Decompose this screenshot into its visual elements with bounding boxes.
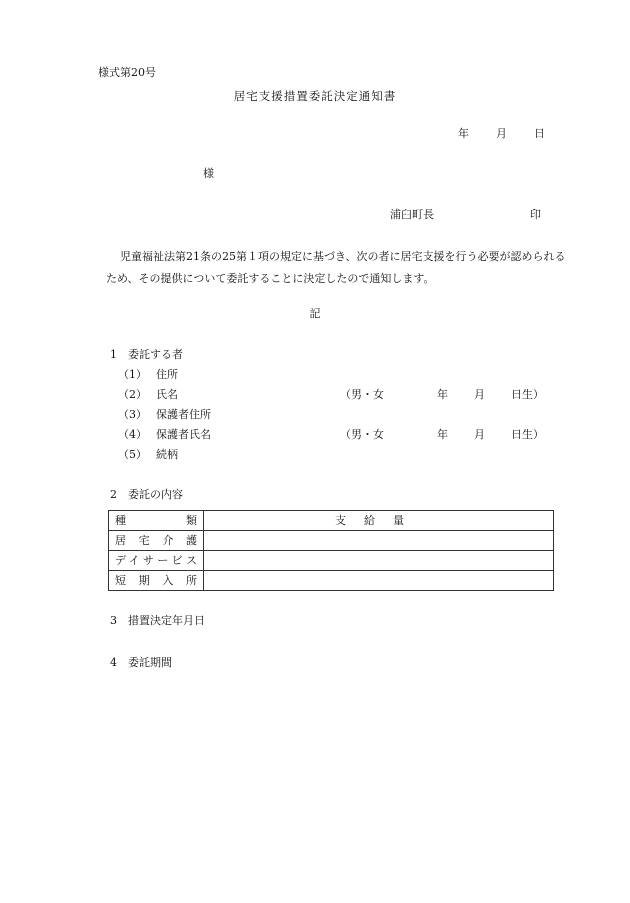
item-number: （1） [118,368,147,381]
row-label: デイサービス [109,551,204,571]
birth-day: 日生） [511,388,544,401]
table-row [109,531,554,551]
addressee-suffix: 様 [203,167,214,180]
table-row [109,571,554,591]
content-table [108,510,554,591]
row-value [204,571,554,591]
date-month: 月 [496,127,507,140]
gender-field: （男・女 [340,428,384,441]
section1-item-guardian-name [118,428,211,442]
section1-item-address [118,368,178,382]
date-line [458,127,545,141]
section4-title: 4 委託期間 [110,656,172,669]
item-number: （4） [118,428,147,441]
row-value [204,531,554,551]
date-day: 日 [534,127,545,140]
item-label: 住所 [156,368,178,381]
seal-mark: 印 [530,208,541,221]
row-label: 居宅介護 [109,531,204,551]
item-number: （3） [118,408,147,421]
item-label: 氏名 [156,388,178,401]
gender-field: （男・女 [340,388,384,401]
birth-day: 日生） [511,428,544,441]
birthdate-field [437,388,544,402]
section3-title: 3 措置決定年月日 [110,614,205,627]
table-header-row [109,511,554,531]
birth-month: 月 [474,428,485,441]
item-label: 保護者住所 [156,408,211,421]
section1-item-name [118,388,178,402]
table-row [109,551,554,571]
row-label: 短期入所 [109,571,204,591]
row-value [204,551,554,571]
item-number: （2） [118,388,147,401]
item-label: 続柄 [156,448,178,461]
birth-year: 年 [437,388,448,401]
ki-heading: 記 [309,307,321,320]
section1-item-relationship [118,448,178,462]
issuer-name: 浦臼町長 [390,208,434,221]
item-number: （5） [118,448,147,461]
date-year: 年 [458,127,469,140]
body-text: 児童福祉法第21条の25第１項の規定に基づき、次の者に居宅支援を行う必要が認められるため、その提供について委託することに決定したので通知します。 [106,250,566,285]
item-label: 保護者氏名 [156,428,211,441]
birth-month: 月 [474,388,485,401]
header-quantity: 支給量 [204,511,554,531]
section1-title: 1 委託する者 [110,348,183,361]
document-title: 居宅支援措置委託決定通知書 [233,89,397,103]
birthdate-field [437,428,544,442]
header-service-type: 種類 [109,511,204,531]
form-number: 様式第20号 [98,66,156,79]
section1-item-guardian-address [118,408,211,422]
section2-title: 2 委託の内容 [110,488,183,501]
birth-year: 年 [437,428,448,441]
